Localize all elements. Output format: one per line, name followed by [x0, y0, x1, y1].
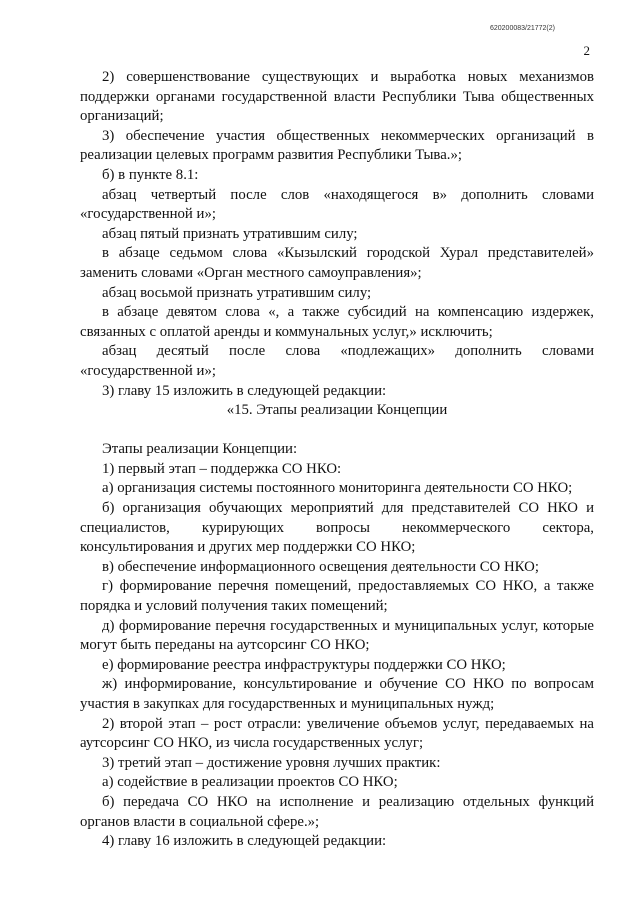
paragraph: ж) информирование, консультирование и обучение СО НКО по вопросам участия в закупках для государственных и муниципальных нужд; [80, 676, 594, 712]
paragraph: 3) обеспечение участия общественных некоммерческих организаций в реализации целевых программ развития Республики Тыва.»; [80, 127, 594, 164]
paragraph: б) передача СО НКО на исполнение и реализацию отдельных функций органов власти в социальной сфере.»; [80, 793, 594, 830]
paragraph: 4) главу 16 изложить в следующей редакции: [102, 833, 387, 850]
paragraph: абзац четвертый после слов «находящегося в» дополнить словами «государственной и»; [80, 186, 594, 223]
paragraph: 2) совершенствование существующих и выработка новых механизмов поддержки органами государственной власти Республики Тыва общественных организаций; [80, 69, 594, 125]
paragraph: а) содействие в реализации проектов СО НКО; [102, 774, 398, 791]
paragraph: г) формирование перечня помещений, предоставляемых СО НКО, а также порядка и условий получения таких помещений; [80, 578, 594, 615]
paragraph: 3) главу 15 изложить в следующей редакции: [102, 382, 387, 399]
section-title: «15. Этапы реализации Концепции [226, 402, 448, 419]
document-id: 620200083/21772(2) [489, 25, 555, 32]
paragraph: 1) первый этап – поддержка СО НКО: [102, 460, 342, 477]
paragraph: а) организация системы постоянного мониторинга деятельности СО НКО; [102, 480, 573, 497]
paragraph: в абзаце девятом слова «, а также субсидий на компенсацию издержек, связанных с оплатой аренды и коммунальных услуг,» исключить; [80, 304, 594, 340]
document-body [80, 68, 594, 852]
paragraph: д) формирование перечня государственных и муниципальных услуг, которые могут быть переданы на аутсорсинг СО НКО; [80, 617, 594, 654]
paragraph: 2) второй этап – рост отрасли: увеличение объемов услуг, передаваемых на аутсорсинг СО НКО, из числа государственных услуг; [80, 715, 594, 752]
paragraph: абзац десятый после слова «подлежащих» дополнить словами «государственной и»; [80, 343, 594, 379]
paragraph: в) обеспечение информационного освещения деятельности СО НКО; [102, 558, 539, 575]
paragraph: абзац пятый признать утратившим силу; [102, 225, 358, 242]
paragraph: е) формирование реестра инфраструктуры поддержки СО НКО; [102, 656, 506, 673]
paragraph: б) организация обучающих мероприятий для представителей СО НКО и специалистов, курирующих вопросы некоммерческого сектора, консультирования и других мер поддержки СО НКО; [80, 500, 594, 556]
paragraph: Этапы реализации Концепции: [102, 441, 298, 458]
paragraph: в абзаце седьмом слова «Кызылский городской Хурал представителей» заменить словами «Орган местного самоуправления»; [80, 245, 594, 281]
paragraph: б) в пункте 8.1: [102, 166, 199, 183]
paragraph: 3) третий этап – достижение уровня лучших практик: [102, 754, 441, 771]
page-number: 2 [583, 43, 590, 58]
paragraph: абзац восьмой признать утратившим силу; [102, 284, 372, 301]
